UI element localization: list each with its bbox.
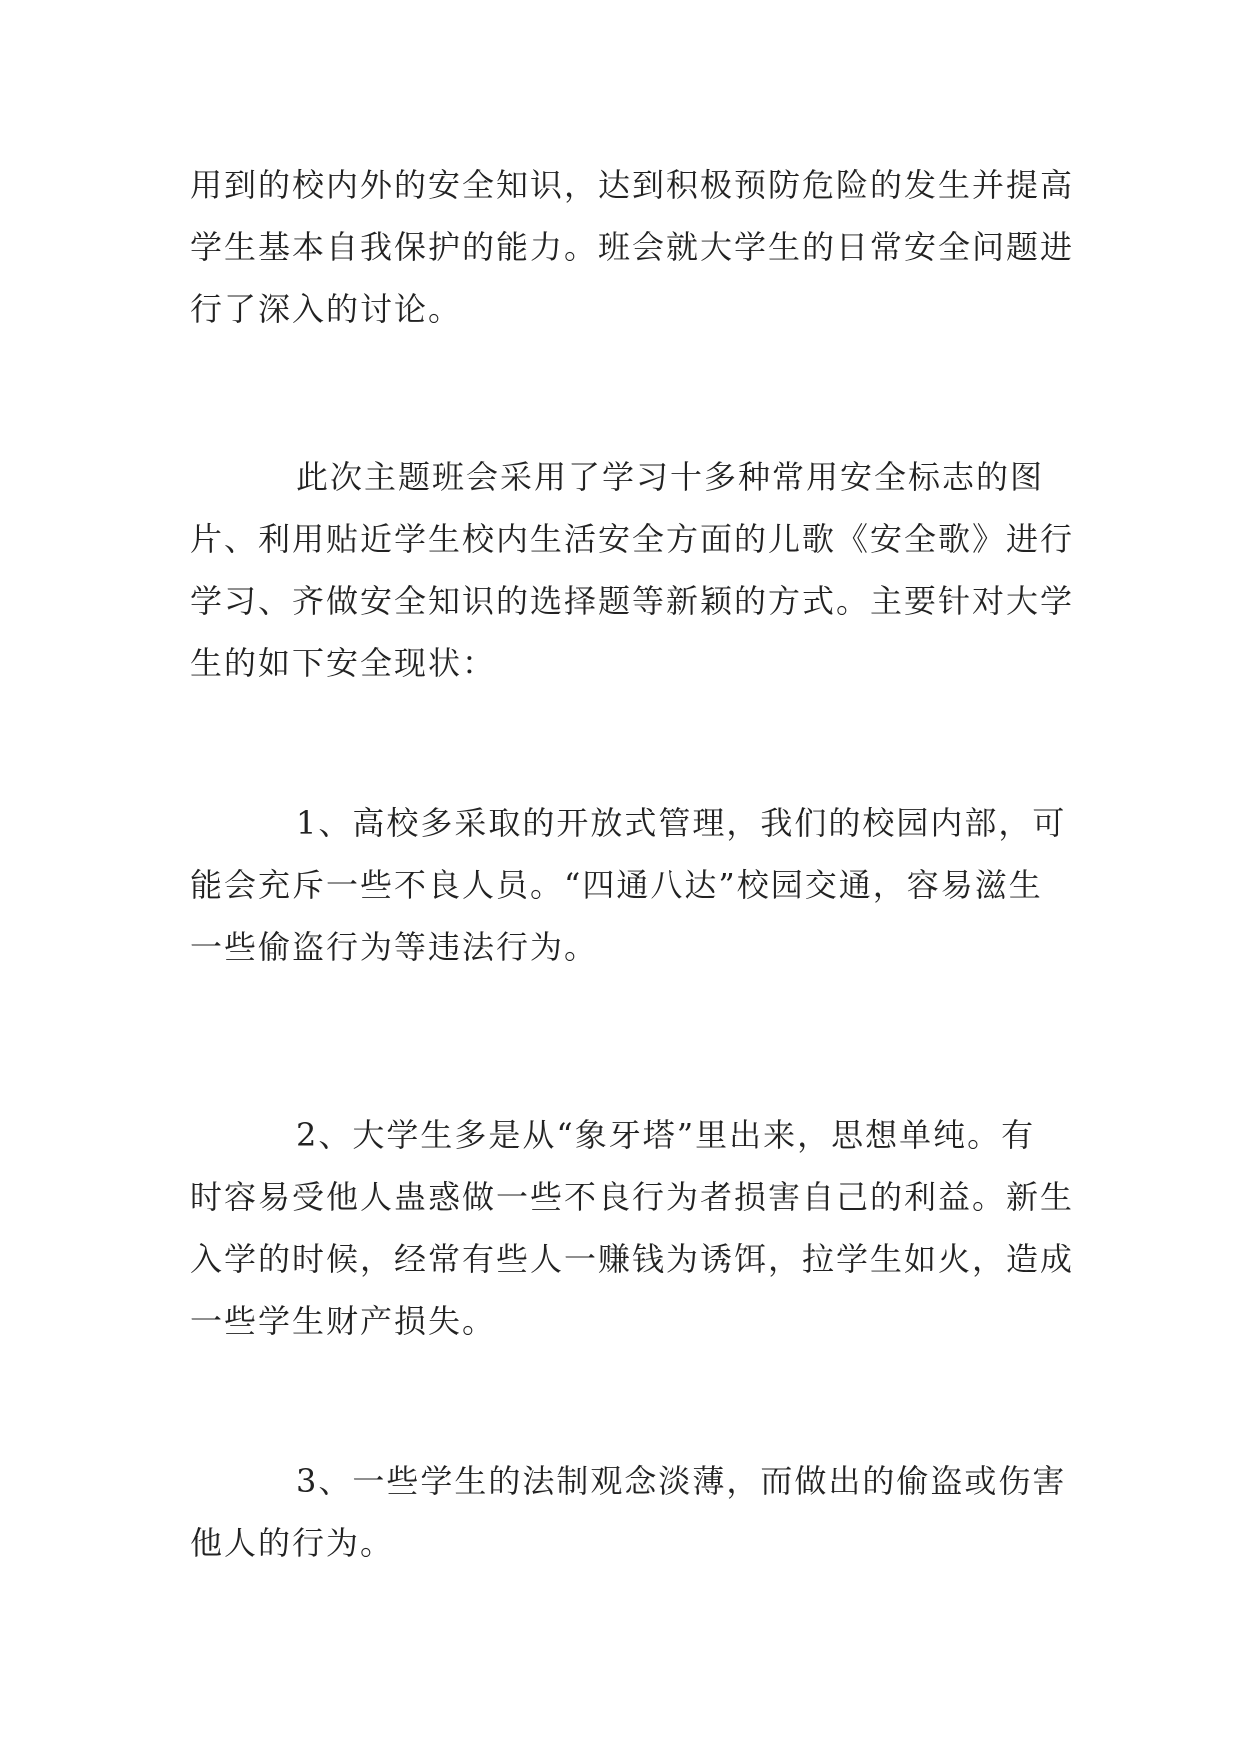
paragraph-line: 学习、齐做安全知识的选择题等新颖的方式。主要针对大学: [190, 582, 1075, 620]
paragraph-line: 3、一些学生的法制观念淡薄，而做出的偷盗或伤害: [296, 1462, 1067, 1500]
paragraph-line: 入学的时候，经常有些人一赚钱为诱饵，拉学生如火，造成: [190, 1240, 1075, 1278]
paragraph-line: 能会充斥一些不良人员。“四通八达”校园交通，容易滋生: [190, 866, 1043, 904]
paragraph-line: 行了深入的讨论。: [190, 290, 463, 328]
paragraph-line: 生的如下安全现状：: [190, 644, 497, 682]
paragraph-4: [190, 1104, 1075, 1352]
paragraph-5: [190, 1450, 1067, 1574]
paragraph-line: 学生基本自我保护的能力。班会就大学生的日常安全问题进: [190, 228, 1075, 266]
paragraph-1: [190, 154, 1075, 340]
paragraph-line: 2、大学生多是从“象牙塔”里出来，思想单纯。有: [296, 1116, 1036, 1154]
paragraph-line: 用到的校内外的安全知识，达到积极预防危险的发生并提高: [190, 166, 1075, 204]
paragraph-line: 片、利用贴近学生校内生活安全方面的儿歌《安全歌》进行: [190, 520, 1075, 558]
paragraph-line: 一些偷盗行为等违法行为。: [190, 928, 599, 966]
paragraph-line: 时容易受他人蛊惑做一些不良行为者损害自己的利益。新生: [190, 1178, 1075, 1216]
paragraph-line: 此次主题班会采用了学习十多种常用安全标志的图: [296, 458, 1045, 496]
paragraph-line: 他人的行为。: [190, 1524, 395, 1562]
paragraph-line: 一些学生财产损失。: [190, 1302, 497, 1340]
paragraph-2: [190, 446, 1075, 694]
paragraph-3: [190, 792, 1067, 978]
paragraph-line: 1、高校多采取的开放式管理，我们的校园内部，可: [296, 804, 1067, 842]
